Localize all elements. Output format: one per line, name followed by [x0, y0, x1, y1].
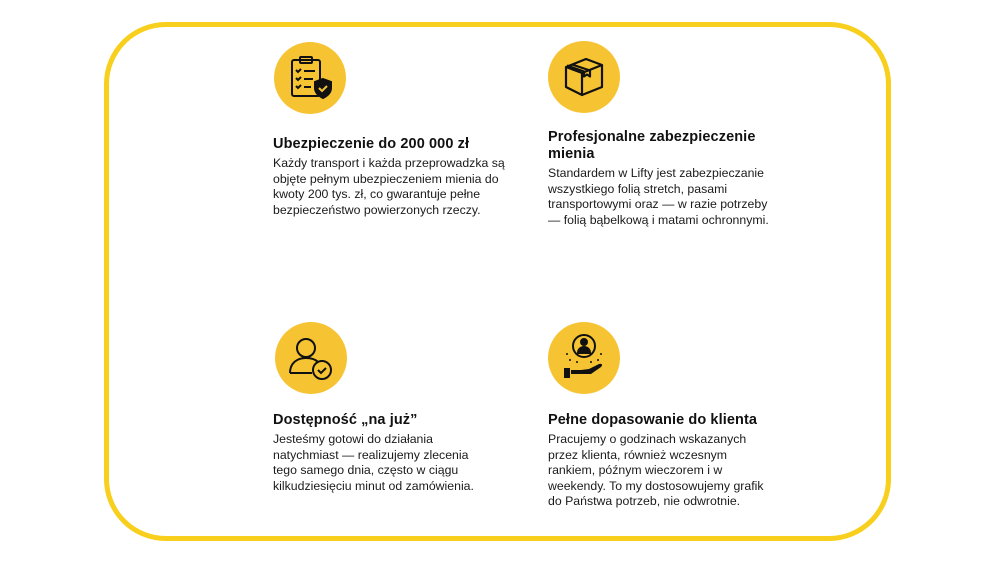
feature-protection [548, 41, 808, 228]
text-line: kwoty 200 tys. zł, co gwarantuje pełne [273, 187, 481, 202]
hand-user-icon [548, 322, 620, 394]
text-line: tego samego dnia, często w ciągu [273, 463, 459, 478]
feature-title: Dostępność „na już” [273, 412, 418, 428]
feature-description [273, 432, 533, 494]
feature-description [548, 166, 808, 228]
text-line: rankiem, późnym wieczorem i w [548, 463, 723, 478]
text-line: natychmiast — realizujemy zlecenia [273, 447, 469, 462]
text-line: weekendy. To my dostosowujemy grafik [548, 478, 764, 493]
text-line: Każdy transport i każda przeprowadzka są [273, 156, 505, 170]
feature-title [548, 129, 808, 163]
text-line: — folią bąbelkową i matami ochronnymi. [548, 212, 769, 227]
feature-availability [273, 322, 533, 494]
feature-title: Pełne dopasowanie do klienta [548, 412, 758, 428]
box-icon [548, 41, 620, 113]
text-line: bezpieczeństwo powierzonych rzeczy. [273, 202, 481, 217]
text-line: Jesteśmy gotowi do działania [273, 432, 433, 446]
text-line: Standardem w Lifty jest zabezpieczanie [548, 166, 764, 180]
clipboard-shield-icon [274, 42, 346, 114]
title-line: Profesjonalne zabezpieczenie [548, 129, 756, 145]
text-line: kilkudziesięciu minut od zamówienia. [273, 478, 474, 493]
feature-description [273, 156, 533, 218]
text-line: objęte pełnym ubezpieczeniem mienia do [273, 171, 499, 186]
text-line: wszystkiego folią stretch, pasami [548, 181, 728, 196]
user-check-icon [275, 322, 347, 394]
title-line: mienia [548, 146, 595, 162]
text-line: do Państwa potrzeb, nie odwrotnie. [548, 494, 741, 509]
text-line: Pracujemy o godzinach wskazanych [548, 432, 747, 446]
text-line: transportowymi oraz — w razie potrzeby [548, 197, 768, 212]
feature-description [548, 432, 808, 510]
feature-customer-fit [548, 322, 808, 510]
feature-insurance [273, 42, 533, 218]
text-line: przez klienta, również wczesnym [548, 447, 728, 462]
feature-title: Ubezpieczenie do 200 000 zł [273, 136, 470, 152]
